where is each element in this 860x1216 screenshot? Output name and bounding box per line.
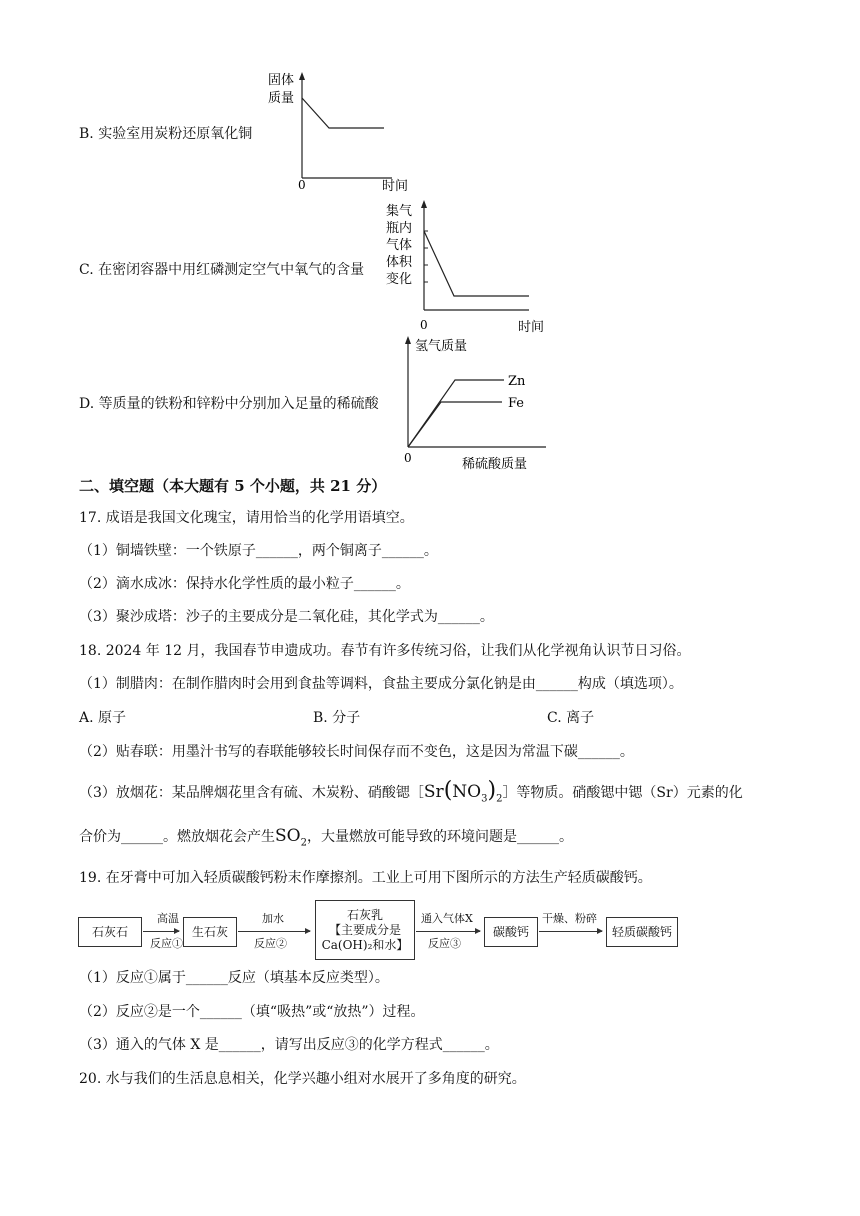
q18-stem: 18. 2024 年 12 月，我国春节申遗成功。春节有许多传统习俗，让我们从化学视角认识节日习俗。 — [79, 643, 691, 659]
graph-d-zn-label: Zn — [508, 374, 526, 389]
q18-part2: （2）贴春联：用墨汁书写的春联能够较长时间保存而不变色，这是因为常温下碳______。 — [79, 744, 634, 760]
graph-c-ylabel-3: 气体 — [386, 238, 413, 253]
graph-b-xlabel: 时间 — [382, 179, 409, 194]
graph-c-origin: 0 — [420, 318, 428, 332]
q20-stem: 20. 水与我们的生活息息相关，化学兴趣小组对水展开了多角度的研究。 — [79, 1071, 526, 1087]
q18-part3-line2 — [79, 826, 573, 853]
flow-label-dry-grind: 干燥、粉碎 — [542, 912, 597, 925]
q18-part1: （1）制腊肉：在制作腊肉时会用到食盐等调料，食盐主要成分氯化钠是由______构成（填选项）。 — [79, 676, 683, 692]
formula-so2 — [275, 826, 307, 849]
flow-box-lime-milk-line2: 【主要成分是 — [328, 922, 401, 937]
flow-box-lime-milk — [315, 900, 415, 960]
formula-so-sub: 2 — [300, 837, 307, 849]
graph-c — [384, 198, 554, 338]
option-b-text: B. 实验室用炭粉还原氧化铜 — [79, 126, 253, 142]
graph-d-origin: 0 — [404, 451, 412, 465]
formula-sub-3: 3 — [481, 793, 488, 805]
graph-b-ylabel-1: 固体 — [268, 73, 295, 88]
flow-box-limestone: 石灰石 — [78, 917, 142, 947]
graph-b-curve — [302, 98, 384, 128]
flow-label-high-temp: 高温 — [157, 912, 179, 925]
graph-d-y-arrow — [405, 336, 411, 344]
graph-c-ylabel-4: 体积 — [386, 255, 413, 270]
flow-box-lime-milk-title: 石灰乳 — [346, 907, 383, 922]
flow-label-reaction-1: 反应① — [150, 937, 183, 950]
graph-b-origin: 0 — [298, 178, 306, 192]
q19-part1: （1）反应①属于______反应（填基本反应类型）。 — [79, 970, 389, 986]
q18-choice-a: A. 原子 — [79, 710, 127, 726]
graph-c-curve — [424, 231, 529, 296]
graph-c-ylabel-1: 集气 — [386, 204, 413, 219]
q18-choice-b: B. 分子 — [313, 710, 361, 726]
flow-label-reaction-3: 反应③ — [428, 937, 461, 950]
graph-c-y-arrow — [421, 200, 427, 208]
flow-arrow-4 — [539, 931, 602, 932]
graph-b-y-arrow — [299, 72, 305, 80]
flow-label-add-water: 加水 — [262, 912, 284, 925]
flow-label-gas-x: 通入气体X — [421, 912, 473, 925]
flow-arrow-1 — [143, 931, 179, 932]
section-heading: 二、填空题（本大题有 5 个小题，共 21 分） — [79, 477, 387, 495]
q19-stem: 19. 在牙膏中可加入轻质碳酸钙粉末作摩擦剂。工业上可用下图所示的方法生产轻质碳酸钙。 — [79, 870, 652, 886]
q18-choice-c: C. 离子 — [547, 710, 595, 726]
graph-d-xlabel: 稀硫酸质量 — [462, 457, 528, 472]
flow-box-light-calcium-carbonate: 轻质碳酸钙 — [606, 917, 678, 947]
formula-paren-open: ( — [443, 778, 453, 803]
graph-b-ylabel-2: 质量 — [268, 91, 295, 106]
q18-part3-line2-after: ，大量燃放可能导致的环境问题是______。 — [306, 829, 573, 845]
formula-sr: Sr — [423, 782, 444, 802]
graph-c-xlabel: 时间 — [518, 320, 545, 335]
graph-d — [398, 336, 558, 474]
flow-box-calcium-carbonate: 碳酸钙 — [484, 917, 538, 947]
graph-c-ylabel-2: 瓶内 — [386, 221, 413, 236]
q19-part2: （2）反应②是一个______（填“吸热”或“放热”）过程。 — [79, 1004, 425, 1020]
q18-part3-text-before: （3）放烟花：某品牌烟花里含有硫、木炭粉、硝酸锶［ — [79, 785, 424, 801]
formula-paren-close: ) — [487, 778, 497, 803]
graph-d-zn-line — [408, 380, 504, 447]
flow-arrow-2 — [238, 931, 310, 932]
flow-box-lime-milk-line3: Ca(OH)₂和水】 — [321, 937, 409, 952]
graph-d-fe-label: Fe — [508, 396, 525, 411]
option-c-text: C. 在密闭容器中用红磷测定空气中氧气的含量 — [79, 262, 365, 278]
q17-part2: （2）滴水成冰：保持水化学性质的最小粒子______。 — [79, 576, 410, 592]
flow-box-quicklime: 生石灰 — [183, 917, 237, 947]
flow-arrow-3 — [416, 931, 480, 932]
q18-part3-line2-before: 合价为______。燃放烟花会产生 — [79, 829, 275, 845]
q19-part3: （3）通入的气体 X 是______，请写出反应③的化学方程式______。 — [79, 1037, 499, 1053]
formula-sub-2: 2 — [496, 793, 503, 805]
graph-c-ylabel-5: 变化 — [386, 272, 413, 287]
q17-part1: （1）铜墙铁壁：一个铁原子______，两个铜离子______。 — [79, 543, 438, 559]
option-d-text: D. 等质量的铁粉和锌粉中分别加入足量的稀硫酸 — [79, 396, 379, 412]
formula-sr-no3 — [423, 778, 503, 805]
q18-part3-text-after: ］等物质。硝酸锶中锶（Sr）元素的化 — [502, 785, 743, 801]
graph-b — [262, 70, 422, 195]
graph-d-ylabel: 氢气质量 — [415, 339, 468, 354]
graph-d-fe-line — [408, 402, 502, 447]
q17-part3: （3）聚沙成塔：沙子的主要成分是二氧化硅，其化学式为______。 — [79, 609, 494, 625]
q17-stem: 17. 成语是我国文化瑰宝，请用恰当的化学用语填空。 — [79, 510, 414, 526]
flow-label-reaction-2: 反应② — [254, 937, 287, 950]
formula-no: NO — [452, 782, 482, 802]
formula-so: SO — [275, 826, 301, 846]
q18-part3-line1 — [79, 778, 743, 809]
